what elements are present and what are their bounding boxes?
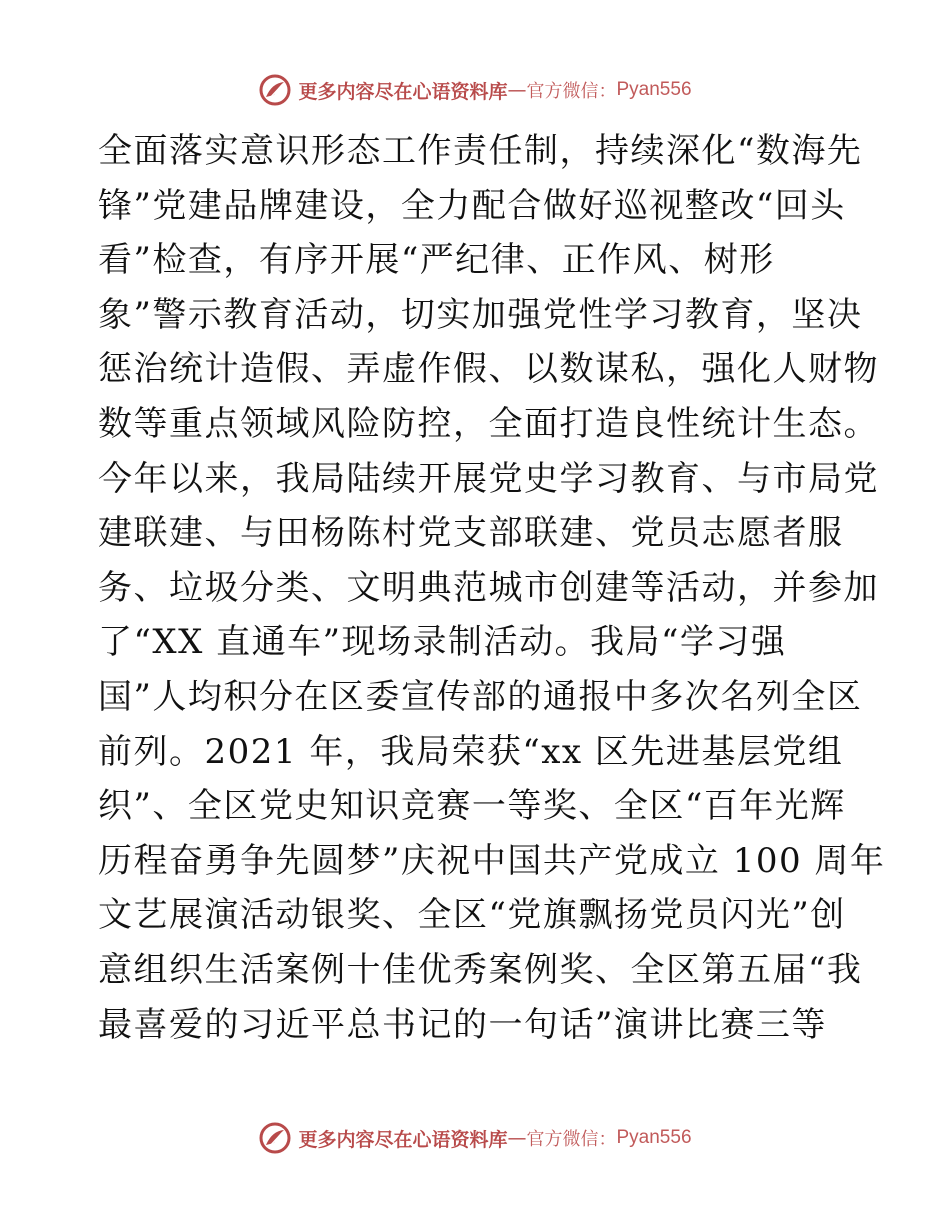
body-line: 看”检查，有序开展“严纪律、正作风、树形 [98, 240, 775, 281]
header-banner-main-text: 更多内容尽在心语资料库 [298, 80, 508, 103]
header-banner-separator: — [507, 79, 527, 101]
document-body [98, 124, 886, 1052]
footer-banner-wechat-label: 官方微信： [526, 1129, 617, 1150]
header-banner-wechat-id: Pyan556 [616, 79, 692, 100]
body-line: 数等重点领域风险防控，全面打造良性统计生态。 [98, 403, 879, 444]
body-line: 务、垃圾分类、文明典范城市创建等活动，并参加 [98, 567, 879, 608]
header-banner-wechat-label: 官方微信： [526, 81, 617, 102]
footer-banner [0, 1118, 950, 1158]
body-line: 意组织生活案例十佳优秀案例奖、全区第五届“我 [98, 949, 863, 990]
body-line: 织”、全区党史知识竞赛一等奖、全区“百年光辉 [98, 786, 846, 827]
header-banner [0, 70, 950, 110]
footer-banner-main-text: 更多内容尽在心语资料库 [298, 1128, 508, 1151]
body-line: 锋”党建品牌建设，全力配合做好巡视整改“回头 [98, 185, 846, 226]
body-line: 前列。2021 年，我局荣获“xx 区先进基层党组 [98, 731, 844, 772]
body-line: 文艺展演活动银奖、全区“党旗飘扬党员闪光”创 [98, 895, 846, 936]
body-line: 惩治统计造假、弄虚作假、以数谋私，强化人财物 [98, 349, 879, 390]
body-line: 全面落实意识形态工作责任制，持续深化“数海先 [98, 131, 863, 171]
footer-banner-separator: — [507, 1127, 527, 1149]
body-line: 历程奋勇争先圆梦”庆祝中国共产党成立 100 周年 [98, 840, 886, 881]
brand-logo-icon [258, 1121, 292, 1155]
body-line: 最喜爱的习近平总书记的一句话”演讲比赛三等 [98, 1004, 827, 1045]
body-line: 象”警示教育活动，切实加强党性学习教育，坚决 [98, 294, 863, 335]
body-line: 了“XX 直通车”现场录制活动。我局“学习强 [98, 622, 787, 663]
body-line: 建联建、与田杨陈村党支部联建、党员志愿者服 [98, 513, 844, 554]
footer-banner-wechat-id: Pyan556 [616, 1127, 692, 1148]
brand-logo-icon [258, 73, 292, 107]
body-line: 国”人均积分在区委宣传部的通报中多次名列全区 [98, 676, 863, 717]
body-line: 今年以来，我局陆续开展党史学习教育、与市局党 [98, 458, 879, 499]
